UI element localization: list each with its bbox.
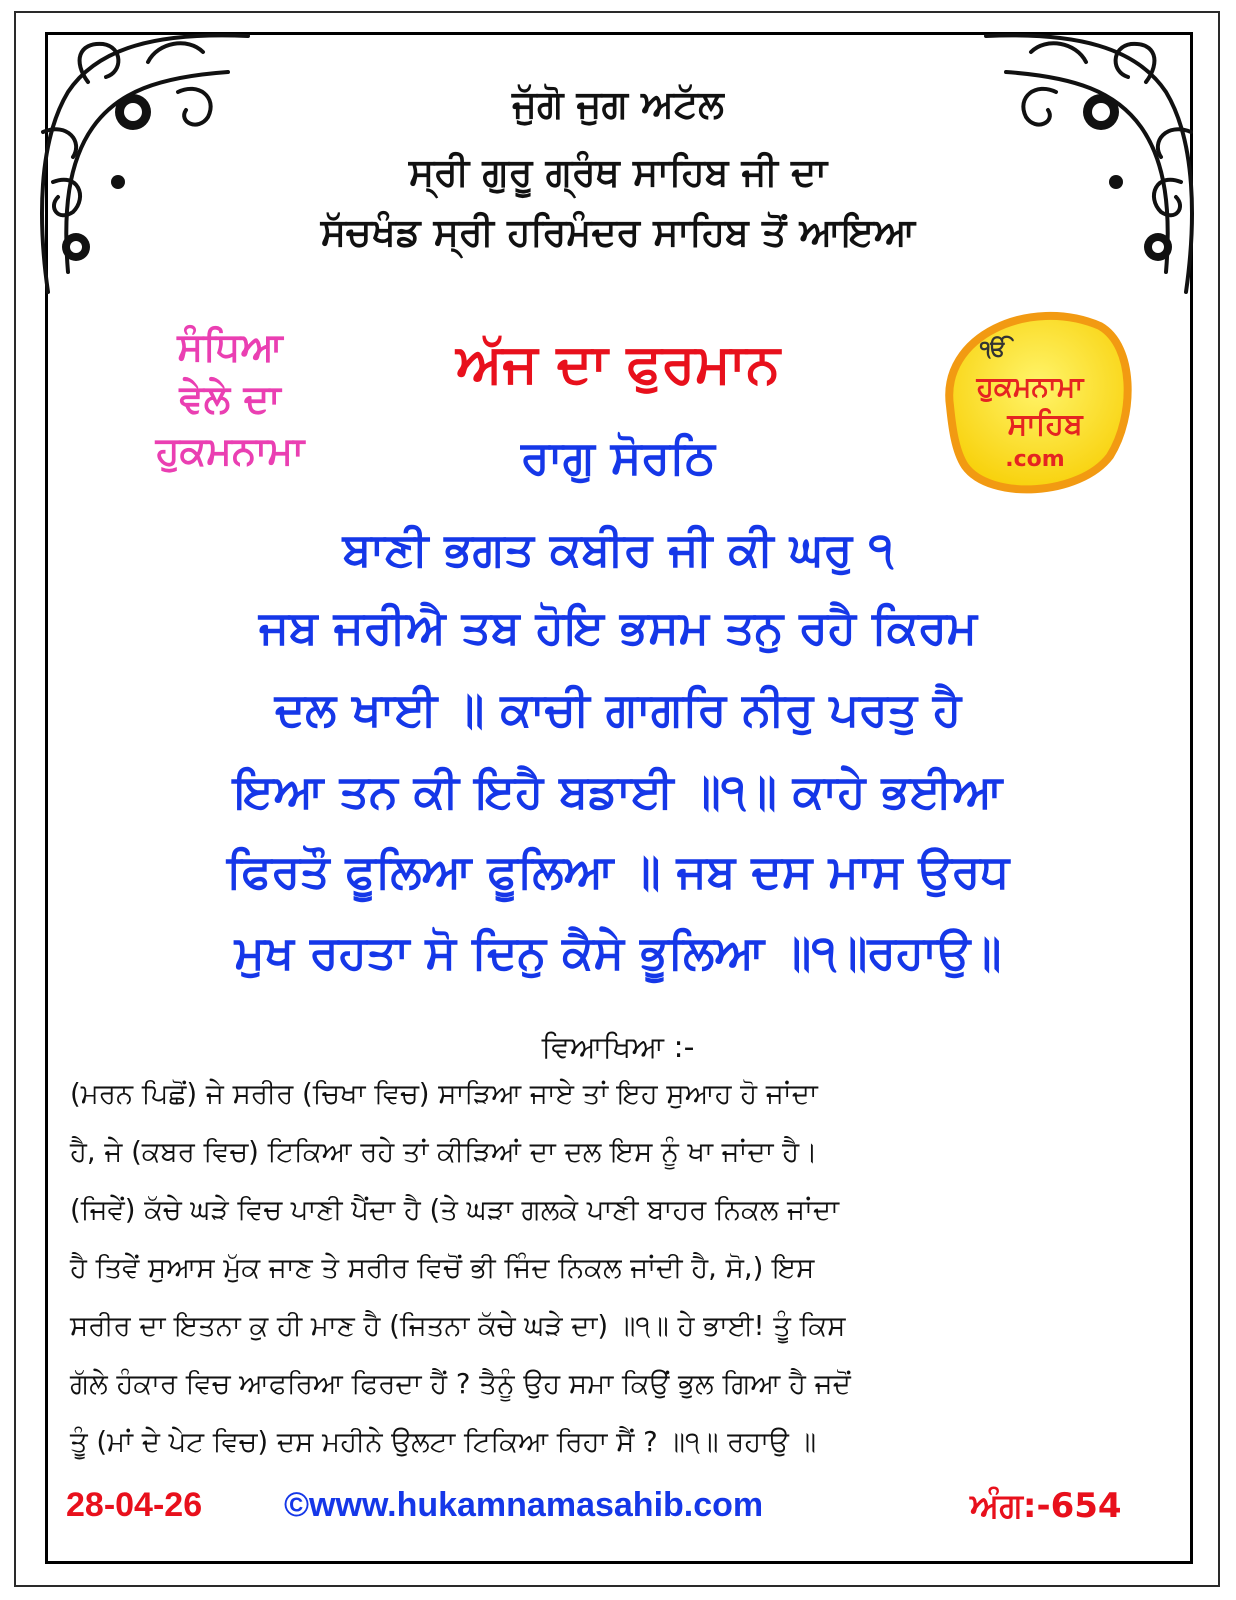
logo-text-2: ਸਾਹਿਬ <box>1007 407 1083 442</box>
explanation-heading: ਵਿਆਖਿਆ :- <box>541 1030 695 1065</box>
explanation-line-7: ਤੂੰ (ਮਾਂ ਦੇ ਪੇਟ ਵਿਚ) ਦਸ ਮਹੀਨੇ ਉਲਟਾ ਟਿਕਿਆ ਰਿਹਾ ਸੈਂ ? ॥੧॥ ਰਹਾਉ ॥ <box>70 1426 817 1458</box>
footer-date: 28-04-26 <box>66 1486 203 1524</box>
side-label-line-3: ਹੁਕਮਨਾਮਾ <box>155 429 305 474</box>
explanation-line-2: ਹੈ, ਜੇ (ਕਬਰ ਵਿਚ) ਟਿਕਿਆ ਰਹੇ ਤਾਂ ਕੀੜਿਆਂ ਦਾ ਦਲ ਇਸ ਨੂੰ ਖਾ ਜਾਂਦਾ ਹੈ। <box>70 1136 818 1168</box>
explanation-line-1: (ਮਰਨ ਪਿਛੋਂ) ਜੇ ਸਰੀਰ (ਚਿਖਾ ਵਿਚ) ਸਾੜਿਆ ਜਾਏ ਤਾਂ ਇਹ ਸੁਆਹ ਹੋ ਜਾਂਦਾ <box>70 1078 818 1110</box>
footer-website-link[interactable]: ©www.hukamnamasahib.com <box>284 1486 764 1524</box>
side-label-line-2: ਵੇਲੇ ਦਾ <box>179 377 281 422</box>
raag-heading: ਰਾਗੁ ਸੋਰਠਿ <box>521 430 715 484</box>
explanation-line-3: (ਜਿਵੇਂ) ਕੱਚੇ ਘੜੇ ਵਿਚ ਪਾਣੀ ਪੈਂਦਾ ਹੈ (ਤੇ ਘੜਾ ਗਲਕੇ ਪਾਣੀ ਬਾਹਰ ਨਿਕਲ ਜਾਂਦਾ <box>70 1194 839 1226</box>
gurbani-line-3: ਦਲ ਖਾਈ ॥ ਕਾਚੀ ਗਾਗਰਿ ਨੀਰੁ ਪਰਤੁ ਹੈ <box>274 682 962 736</box>
gurbani-line-5: ਫਿਰਤੌ ਫੂਲਿਆ ਫੂਲਿਆ ॥ ਜਬ ਦਸ ਮਾਸ ਉਰਧ <box>226 844 1010 898</box>
gurbani-line-1: ਬਾਣੀ ਭਗਤ ਕਬੀਰ ਜੀ ਕੀ ਘਰੁ ੧ <box>342 522 894 576</box>
page-title: ਅੱਜ ਦਾ ਫੁਰਮਾਨ <box>456 332 780 395</box>
gurbani-line-2: ਜਬ ਜਰੀਐ ਤਬ ਹੋਇ ਭਸਮ ਤਨੁ ਰਹੈ ਕਿਰਮ <box>258 600 978 654</box>
header-line-3: ਸੱਚਖੰਡ ਸ੍ਰੀ ਹਰਿਮੰਦਰ ਸਾਹਿਬ ਤੋਂ ਆਇਆ <box>320 210 916 254</box>
logo-text-3: .com <box>1005 447 1065 472</box>
explanation-line-4: ਹੈ ਤਿਵੇਂ ਸੁਆਸ ਮੁੱਕ ਜਾਣ ਤੇ ਸਰੀਰ ਵਿਚੋਂ ਭੀ ਜਿੰਦ ਨਿਕਲ ਜਾਂਦੀ ਹੈ, ਸੋ,) ਇਸ <box>70 1252 815 1284</box>
gurbani-line-6: ਮੁਖ ਰਹਤਾ ਸੋ ਦਿਨੁ ਕੈਸੇ ਭੂਲਿਆ ॥੧॥ਰਹਾਉ॥ <box>234 925 1002 979</box>
explanation-line-6: ਗੱਲੇ ਹੰਕਾਰ ਵਿਚ ਆਫਰਿਆ ਫਿਰਦਾ ਹੈਂ ? ਤੈਨੂੰ ਉਹ ਸਮਾ ਕਿਉਂ ਭੁਲ ਗਿਆ ਹੈ ਜਦੋਂ <box>70 1368 851 1400</box>
logo-ik-onkar: ੴ <box>980 337 1007 362</box>
explanation-line-5: ਸਰੀਰ ਦਾ ਇਤਨਾ ਕੁ ਹੀ ਮਾਣ ਹੈ (ਜਿਤਨਾ ਕੱਚੇ ਘੜੇ ਦਾ) ॥੧॥ ਹੇ ਭਾਈ! ਤੂੰ ਕਿਸ <box>70 1310 846 1342</box>
header-line-2: ਸ੍ਰੀ ਗੁਰੂ ਗ੍ਰੰਥ ਸਾਹਿਬ ਜੀ ਦਾ <box>408 150 828 194</box>
side-label-line-1: ਸੰਧਿਆ <box>177 325 283 370</box>
logo-text-1: ਹੁਕਮਨਾਮਾ <box>976 370 1084 403</box>
hukamnama-sahib-logo <box>920 296 1140 506</box>
gurbani-line-4: ਇਆ ਤਨ ਕੀ ਇਹੈ ਬਡਾਈ ॥੧॥ ਕਾਹੇ ਭਈਆ <box>233 764 1003 818</box>
footer-ang-number: ਅੰਗ:-654 <box>970 1486 1122 1526</box>
header-line-1: ਜੁੱਗੋ ਜੁਗ ਅਟੱਲ <box>512 82 724 126</box>
